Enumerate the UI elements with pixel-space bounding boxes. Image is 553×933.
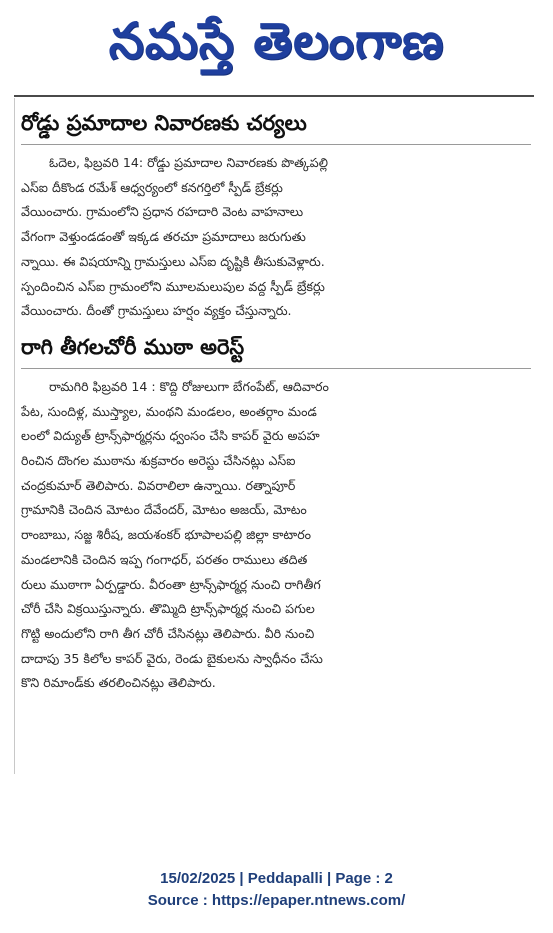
body-line: గొట్టి అందులోని రాగి తీగ చోరీ చేసినట్లు తెలిపారు. వీరి నుంచి bbox=[21, 625, 315, 641]
body-line: రులు ముఠాగా ఏర్పడ్డారు. వీరంతా ట్రాన్స్‌ఫార్మర్ల నుంచి రాగితీగ bbox=[21, 576, 321, 592]
body-line: లంలో విద్యుత్ ట్రాన్స్‌ఫార్మర్లను ధ్వంసం చేసి కాపర్ వైరు అపహ bbox=[21, 428, 320, 444]
edition-info: 15/02/2025 | Peddapalli | Page : 2 bbox=[160, 870, 393, 887]
body-line: చోరీ చేసి విక్రయిస్తున్నారు. తొమ్మిది ట్రాన్స్‌ఫార్మర్ల నుంచి పగుల bbox=[21, 601, 315, 617]
source-footer bbox=[0, 868, 553, 912]
article-road-safety bbox=[15, 106, 530, 324]
body-line: మండలానికి చెందిన ఇప్ప గంగాధర్, పరతం రాములు తదిత bbox=[21, 551, 308, 567]
article-headline: రాగి తీగలచోరీ ముఠా అరెస్ట్ bbox=[21, 334, 245, 359]
body-line: న్నాయి. ఈ విషయాన్ని గ్రామస్తులు ఎస్ఐ దృష్టికి తీసుకువెళ్లారు. bbox=[21, 253, 325, 269]
body-line: రాంబాబు, సజ్జ శిరీష, జయశంకర్ భూపాలపల్లి జిల్లా కాటారం bbox=[21, 527, 312, 543]
body-line: దాదాపు 35 కిలోల కాపర్ వైరు, రెండు బైకులను స్వాధీనం చేసు bbox=[21, 650, 323, 666]
body-line: స్పందించిన ఎస్ఐ గ్రామంలోని మూలమలుపుల వద్ద స్పీడ్ బ్రేకర్లు bbox=[21, 278, 325, 294]
article-copper-theft bbox=[15, 330, 530, 696]
body-line: కొని రిమాండ్‌కు తరలించినట్లు తెలిపారు. bbox=[21, 675, 216, 691]
body-line: గ్రామానికి చెందిన మోటం దేవేందర్, మోటం అజయ్, మోటం bbox=[21, 502, 307, 518]
body-line: చంద్రకుమార్ తెలిపారు. వివరాలిలా ఉన్నాయి. రత్నాపూర్ bbox=[21, 477, 296, 493]
top-divider bbox=[14, 95, 534, 97]
body-line: ఎస్ఐ దీకొండ రమేశ్ ఆధ్వర్యంలో కనగర్తిలో స్పీడ్ బ్రేకర్లు bbox=[21, 179, 283, 195]
body-line: రామగిరి ఫిబ్రవరి 14 : కొద్ది రోజులుగా బేగంపేట్, ఆదివారం bbox=[49, 378, 329, 394]
body-line: వేయించారు. దీంతో గ్రామస్తులు హర్షం వ్యక్తం చేస్తున్నారు. bbox=[21, 303, 292, 319]
news-clipping bbox=[14, 98, 530, 774]
headline-divider bbox=[21, 368, 531, 369]
body-line: రించిన దొంగల ముఠాను శుక్రవారం అరెస్టు చేసినట్లు ఎస్ఐ bbox=[21, 453, 296, 469]
body-line: వేయించారు. గ్రామంలోని ప్రధాన రహదారి వెంట వాహనాలు bbox=[21, 204, 304, 220]
newspaper-logo: నమస్తే తెలంగాణ bbox=[108, 12, 445, 70]
headline-divider bbox=[21, 144, 531, 145]
masthead bbox=[0, 6, 553, 78]
body-line: పేట, సుందిళ్ల, ముస్త్యాల, మంథని మండలం, అంతర్గాం మండ bbox=[21, 403, 317, 419]
article-headline: రోడ్డు ప్రమాదాల నివారణకు చర్యలు bbox=[21, 111, 307, 135]
body-line: వేగంగా వెళ్తుండడంతో ఇక్కడ తరచూ ప్రమాదాలు జరుగుతు bbox=[21, 229, 306, 245]
article-body bbox=[21, 375, 530, 696]
body-line: ఓదెల, ఫిబ్రవరి 14: రోడ్డు ప్రమాదాల నివారణకు పొత్కపల్లి bbox=[49, 155, 328, 170]
article-body bbox=[21, 151, 530, 324]
source-link[interactable]: Source : https://epaper.ntnews.com/ bbox=[147, 892, 406, 909]
